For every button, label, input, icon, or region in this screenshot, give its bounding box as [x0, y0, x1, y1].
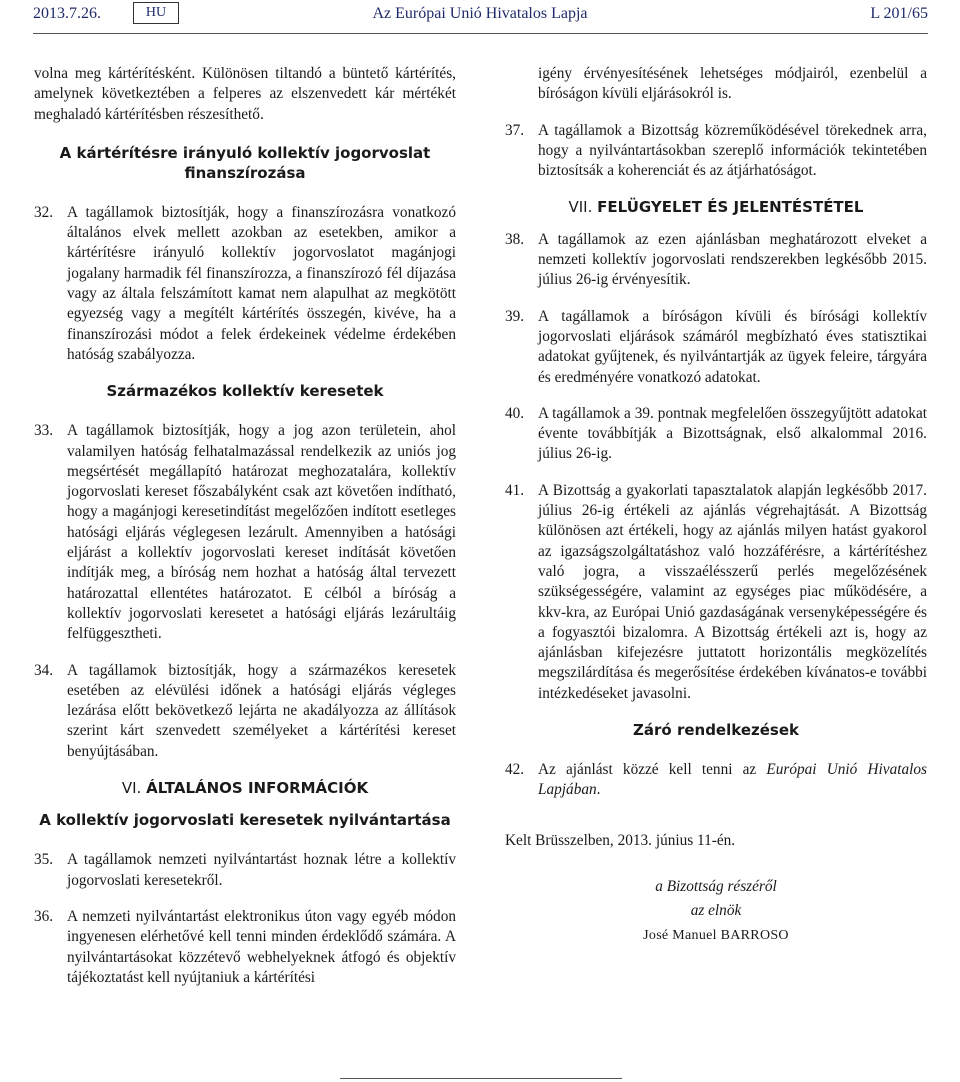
point-number: 34. [34, 661, 54, 679]
section-title: FELÜGYELET ÉS JELENTÉSTÉTEL [597, 198, 864, 217]
point-text: A tagállamok az ezen ajánlásban meghatározott elveket a nemzeti kollektív jogorvoslati rendszerekben legkésőbb 2015. július 26-ig érvényesítik. [538, 230, 927, 289]
point-number: 37. [505, 121, 525, 139]
point-42 [505, 760, 927, 801]
heading-final-provisions: Záró rendelkezések [633, 721, 799, 740]
point-text: A tagállamok biztosítják, hogy a jog azon területein, ahol valamilyen hatóság felhatalmazással rendelkezik az uniós jog megsértését megállapító határozat meghozatalára, kollektív jogorvoslati kereset főszabályként csak azt követően indítható, hogy a magánjogi keresetindítást megelőzően indított esetleges hatósági eljárás véglegesen lezárult. Amennyiben a hatósági eljárást a kollektív jogorvoslati kereset indítását követően indítják meg, a bíróság nem hozhat a hatóság által tervezett határozattal ellentétes határozatot. E célból a bíróság a kollektív jogorvoslati keresetet a hatósági eljárás lezárultáig felfüggesztheti. [67, 422, 456, 643]
left-column [34, 64, 456, 1004]
point-text: A tagállamok a 39. pontnak megfelelően összegyűjtött adatokat évente továbbítják a Bizottságnak, első alkalommal 2016. július 26-ig. [538, 404, 927, 463]
point-number: 39. [505, 307, 525, 325]
heading-registry: A kollektív jogorvoslati keresetek nyilvántartása [39, 811, 451, 830]
point-number: 36. [34, 907, 54, 925]
point-34 [34, 661, 456, 762]
section-number: VII. [568, 198, 593, 217]
journal-name-italic: Európai Unió Hivatalos Lapjában [538, 761, 927, 799]
continuation-paragraph: volna meg kártérítésként. Különösen tiltandó a büntető kártérítés, amelynek következtében a felperes az elszenvedett kár mértékét meghaladó kártérítésben részesíthető. [34, 65, 456, 123]
point-33 [34, 421, 456, 644]
point-text: A tagállamok a bíróságon kívüli és bírósági kollektív jogorvoslati eljárások számáról megbízható éves statisztikai adatokat gyűjtenek, és nyilvántartják az ügyek feleire, tárgyára és eredményére vonatkozó adatokat. [538, 307, 927, 386]
point-text: Az ajánlást közzé kell tenni az Európai Unió Hivatalos Lapjában. [538, 761, 927, 799]
heading-follow-on-actions: Származékos kollektív keresetek [106, 382, 384, 401]
point-32 [34, 203, 456, 365]
continuation-paragraph: igény érvényesítésének lehetséges módjairól, ezenbelül a bíróságon kívüli eljárásokról is. [538, 65, 927, 103]
point-text: A tagállamok a Bizottság közreműködésével törekednek arra, hogy a nyilvántartásokban szereplő információk tekintetében biztosítsák a koherenciát és az átjárhatóságot. [538, 121, 927, 180]
right-column [505, 64, 927, 946]
signature-role: az elnök [690, 902, 742, 920]
language-code-box: HU [133, 2, 179, 24]
header-divider [33, 33, 928, 34]
heading-financing: A kártérítésre irányuló kollektív jogorvoslat finanszírozása [59, 143, 431, 182]
point-text: A nemzeti nyilvántartást elektronikus úton vagy egyéb módon ingyenesen elérhetővé kell tenni minden érdeklődő számára. A nyilvántartásokat közzétevő webhelyeknek átfogó és objektív tájékoztatást kell nyújtaniuk a kártérítési [67, 907, 456, 986]
point-text: A Bizottság a gyakorlati tapasztalatok alapján legkésőbb 2017. július 26-ig értékeli az ajánlás végrehajtását. A Bizottság különösen azt értékeli, hogy az ajánlás milyen hatást gyakorol az igazságszolgáltatáshoz való hozzáférésre, a kártérítéshez való jogra, a visszaélésszerű perlés megelőzésének szükségességére, valamint az egységes piac működésére, a kkv-kra, az Európai Unió gazdaságának versenyképességére és a fogyasztói bizalomra. A Bizottság értékeli azt is, hogy az ajánlásban kifejezésre juttatott horizontális megközelítés megszilárdítása és megerősítése érdekében kívánatos-e további intézkedéseket javasolni. [538, 481, 927, 702]
journal-header [0, 0, 960, 34]
point-text: A tagállamok nemzeti nyilvántartást hoznak létre a kollektív jogorvoslati keresetekről. [67, 851, 456, 889]
signature-on-behalf: a Bizottság részéről [655, 877, 777, 895]
point-39 [505, 307, 927, 388]
signatory-name: José Manuel BARROSO [643, 927, 789, 943]
point-40 [505, 404, 927, 465]
point-number: 35. [34, 851, 54, 869]
publication-date: 2013.7.26. [33, 5, 101, 22]
point-number: 32. [34, 203, 54, 221]
section-heading-vii [505, 197, 927, 217]
point-37 [505, 121, 927, 182]
place-and-date: Kelt Brüsszelben, 2013. június 11-én. [505, 831, 736, 849]
section-title: ÁLTALÁNOS INFORMÁCIÓK [146, 779, 369, 798]
point-41 [505, 481, 927, 704]
journal-title: Az Európai Unió Hivatalos Lapja [372, 5, 588, 22]
point-text: A tagállamok biztosítják, hogy a származékos keresetek esetében az elévülési időnek a hatósági eljárás végleges lezárása előtt bekövetkező lejárta ne akadályozza az állítások szerint kárt szenvedett személyeket a kártérítési kereset benyújtásában. [67, 661, 456, 760]
continuation-36 [505, 64, 927, 105]
point-text: A tagállamok biztosítják, hogy a finanszírozásra vonatkozó általános elvek mellett azokban az esetekben, amikor a kártérítésre irányuló kollektív jogorvoslatot magánjogi jogalany harmadik fél finanszírozza, a finanszírozó fél díjazása vagy az általa felszámított kamat nem alapulhat az megkötött egyezség vagy a megítélt kártérítés összegén, kivéve, ha a finanszírozási módot a felek érdekeinek védelme érdekében hatóság szabályozza. [67, 203, 456, 363]
point-36 [34, 907, 456, 988]
point-number: 38. [505, 230, 525, 248]
point-number: 42. [505, 761, 525, 779]
point-number: 33. [34, 422, 54, 440]
point-35 [34, 850, 456, 891]
page-reference: L 201/65 [870, 5, 928, 22]
point-number: 40. [505, 404, 525, 422]
section-heading-vi [34, 778, 456, 798]
point-number: 41. [505, 481, 525, 499]
section-number: VI. [121, 779, 142, 798]
point-38 [505, 230, 927, 291]
footer-divider [340, 1078, 622, 1079]
